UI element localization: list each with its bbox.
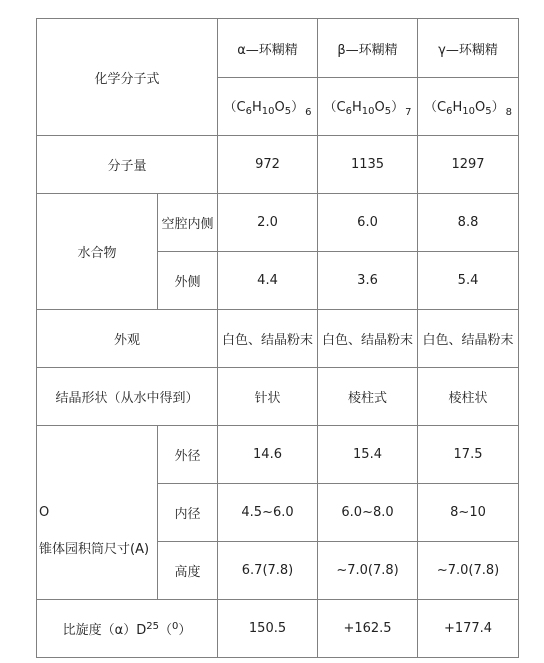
row-label-specific-rotation: 比旋度$(\alpha)D^{25}(^0)$	[37, 600, 218, 658]
row-label-appearance: 外观	[37, 310, 218, 368]
unit-symbol: O	[39, 504, 50, 520]
row-label-molecular-weight: 分子量	[37, 136, 218, 194]
cell-value: 1297	[418, 136, 519, 194]
formula-beta: $(C_6H_{10}O_5)_7$	[318, 78, 418, 136]
cyclodextrin-properties-table	[36, 18, 519, 658]
table-row	[37, 310, 519, 368]
cell-value: ~7.0(7.8)	[318, 542, 418, 600]
cell-value: 针状	[218, 368, 318, 426]
sub-label-outer-diameter: 外径	[158, 426, 218, 484]
cell-value: 2.0	[218, 194, 318, 252]
row-label-crystal-shape: 结晶形状（从水中得到）	[37, 368, 218, 426]
table-row	[37, 19, 519, 78]
cell-value: 棱柱状	[418, 368, 519, 426]
cell-value: +177.4	[418, 600, 519, 658]
cell-value: 3.6	[318, 252, 418, 310]
cell-value: 150.5	[218, 600, 318, 658]
cell-value: 棱柱式	[318, 368, 418, 426]
cell-value: 6.0~8.0	[318, 484, 418, 542]
cell-value: ~7.0(7.8)	[418, 542, 519, 600]
cell-value: 白色、结晶粉末	[418, 310, 519, 368]
sub-label-inner-diameter: 内径	[158, 484, 218, 542]
row-label-cone-dimensions	[37, 426, 158, 600]
cell-value: 14.6	[218, 426, 318, 484]
cell-value: 15.4	[318, 426, 418, 484]
dimension-label: 锥体园积筒尺寸(A)	[39, 541, 150, 557]
cell-value: 白色、结晶粉末	[218, 310, 318, 368]
cell-value: 4.4	[218, 252, 318, 310]
sub-label-cavity-inner: 空腔内侧	[158, 194, 218, 252]
cell-value: 972	[218, 136, 318, 194]
cell-value: 8.8	[418, 194, 519, 252]
cell-value: 1135	[318, 136, 418, 194]
formula-alpha: $(C_6H_{10}O_5)_6$	[218, 78, 318, 136]
cell-value: 白色、结晶粉末	[318, 310, 418, 368]
sub-label-height: 高度	[158, 542, 218, 600]
table-row	[37, 368, 519, 426]
table-row	[37, 600, 519, 658]
row-label-hydrate: 水合物	[37, 194, 158, 310]
cell-value: 8~10	[418, 484, 519, 542]
column-header-beta: β—环糊精	[318, 19, 418, 78]
table-row	[37, 426, 519, 484]
table-row	[37, 136, 519, 194]
cell-value: 5.4	[418, 252, 519, 310]
column-header-alpha: α—环糊精	[218, 19, 318, 78]
cell-value: 4.5~6.0	[218, 484, 318, 542]
sub-label-outer: 外侧	[158, 252, 218, 310]
column-header-gamma: γ—环糊精	[418, 19, 519, 78]
row-header-formula: 化学分子式	[37, 19, 218, 136]
table-row	[37, 194, 519, 252]
cell-value: 6.7(7.8)	[218, 542, 318, 600]
cell-value: 6.0	[318, 194, 418, 252]
cell-value: +162.5	[318, 600, 418, 658]
formula-gamma: $(C_6H_{10}O_5)_8$	[418, 78, 519, 136]
cell-value: 17.5	[418, 426, 519, 484]
